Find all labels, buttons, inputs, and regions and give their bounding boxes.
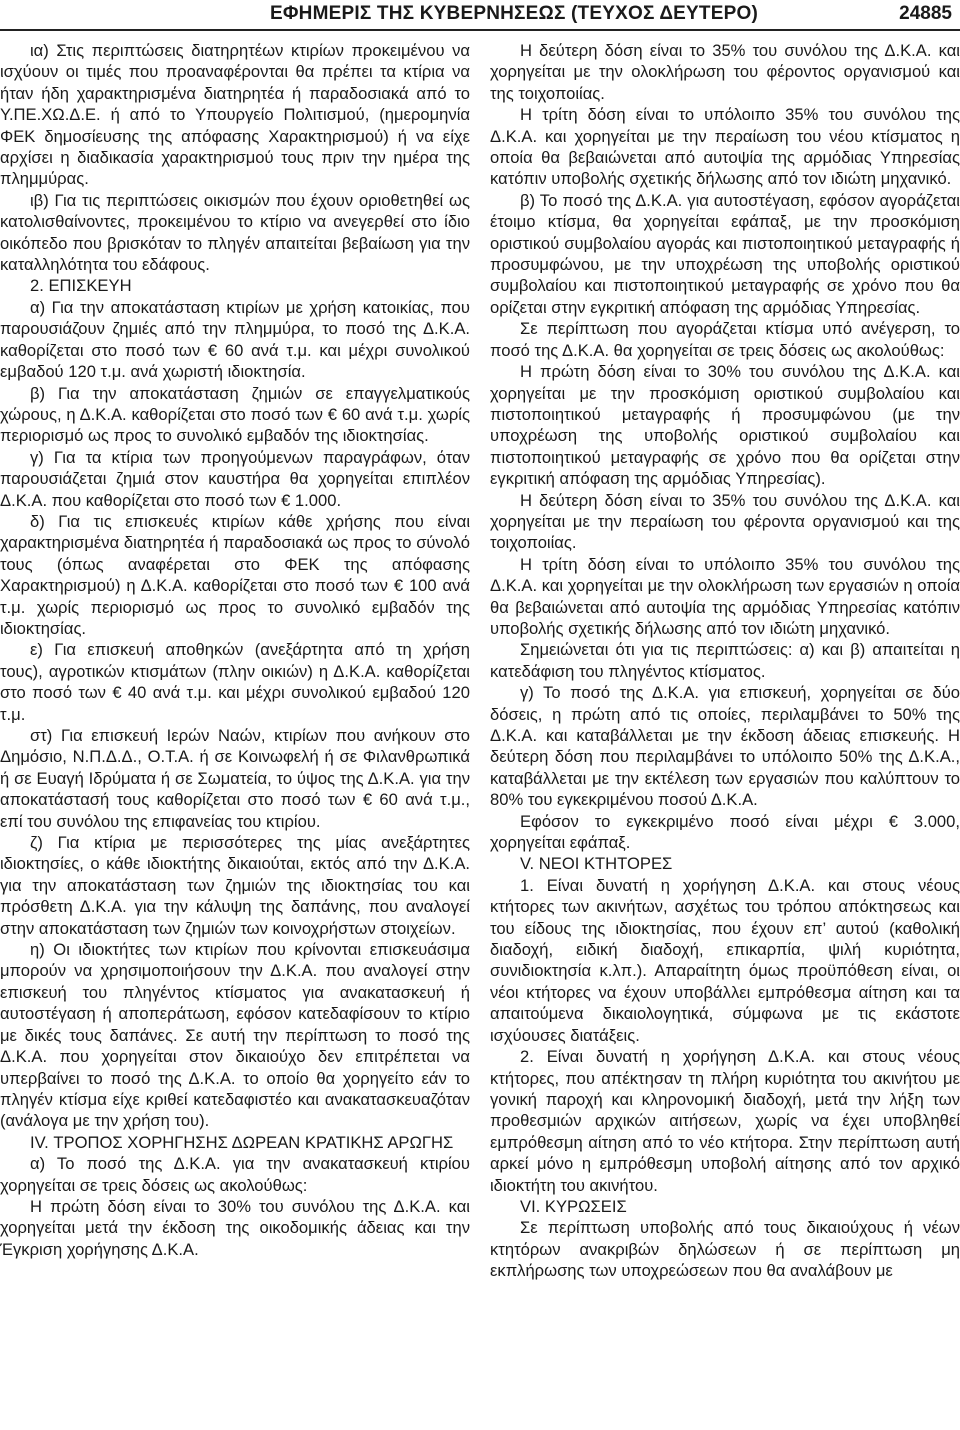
paragraph: Η πρώτη δόση είναι το 30% του συνόλου της Δ.Κ.Α. και χορηγείται με την προσκόμιση οριστικού συμβολαίου και πιστοποιητικού μεταγραφής ή προσυμφώνου (με την υποχρέωση της υποβολής οριστικού συμβολαίου και πιστοποιητικού μεταγραφής σε χρόνο που θα ορίζεται στην εγκριτική απόφαση της αρμόδιας Υπηρεσίας). <box>490 362 960 489</box>
paragraph: η) Οι ιδιοκτήτες των κτιρίων που κρίνονται επισκευάσιμα μπορούν να χρησιμοποιήσουν την Δ.Κ.Α. που αναλογεί στην επισκευή του πληγέντος κτίσματος για ανακατασκευή ή αυτοστέγαση ή αποπεράτωση, εφόσον κατεδαφίσουν το κτίριο με δικές τους δαπάνες. Σε αυτή την περίπτωση το ποσό της Δ.Κ.Α. που χορηγείται στον δικαιούχο δεν επιτρέπεται να υπερβαίνει το ποσό της Δ.Κ.Α. το οποίο θα χορηγείτο εάν το πληγέν κτίσμα είχε κριθεί κατεδαφιστέο και ανακατασκευαζόταν (ανάλογα με την χρήση του). <box>0 940 470 1131</box>
paragraph: Εφόσον το εγκεκριμένο ποσό είναι μέχρι € 3.000, χορηγείται εφάπαξ. <box>490 811 960 853</box>
paragraph: Σημειώνεται ότι για τις περιπτώσεις: α) και β) απαιτείται η κατεδάφιση του πληγέντος κτίσματος. <box>490 640 960 681</box>
paragraph: ζ) Για κτίρια με περισσότερες της μίας ανεξάρτητες ιδιοκτησίες, ο κάθε ιδιοκτήτης δικαιούται, εκτός από την Δ.Κ.Α. για την αποκατάσταση των ζημιών της ιδιοκτησίας του και πρόσθετη Δ.Κ.Α. για την κάλυψη της δαπάνης, που αναλογεί στην αποκατάσταση των ζημιών των κοινοχρήστων στοιχείων. <box>0 833 470 938</box>
paragraph: 1. Είναι δυνατή η χορήγηση Δ.Κ.Α. και στους νέους κτήτορες των ακινήτων, ασχέτως του τρόπου απόκτησεως και του είδους της ιδιοκτησίας, που έχουν επ’ αυτού (καθολική διαδοχή, ειδική διαδοχή, επικαρπία, ψιλή κυριότητα, συνιδιοκτησία κ.λπ.). Απαραίτητη όμως προϋπόθεση είναι, οι νέοι κτήτορες να έχουν υποβάλλει εμπρόθεσμα αίτηση και τα απαιτούμενα δικαιολογητικά, σύμφωνα με τις εκάστοτε ισχύουσες διατάξεις. <box>490 875 960 1045</box>
paragraph: γ) Για τα κτίρια των προηγούμενων παραγράφων, όταν παρουσιάζεται ζημιά στον καυστήρα θα χορηγείται επιπλέον Δ.Κ.Α. που καθορίζεται στο ποσό των € 1.000. <box>0 447 470 510</box>
section-heading: IV. ΤΡΟΠΟΣ ΧΟΡΗΓΗΣΗΣ ΔΩΡΕΑΝ ΚΡΑΤΙΚΗΣ ΑΡΩΓΗΣ <box>30 1132 454 1152</box>
paragraph: α) Το ποσό της Δ.Κ.Α. για την ανακατασκευή κτιρίου χορηγείται σε τρεις δόσεις ως ακολούθως: <box>0 1154 470 1195</box>
section-heading: V. ΝΕΟΙ ΚΤΗΤΟΡΕΣ <box>520 854 673 874</box>
paragraph: Η πρώτη δόση είναι το 30% του συνόλου της Δ.Κ.Α. και χορηγείται μετά την έκδοση της οικοδομικής άδειας και την Έγκριση χορήγησης Δ.Κ.Α. <box>0 1196 470 1259</box>
section-heading: 2. ΕΠΙΣΚΕΥΗ <box>30 276 132 296</box>
paragraph: Η δεύτερη δόση είναι το 35% του συνόλου της Δ.Κ.Α. και χορηγείται με την ολοκλήρωση του φέροντος οργανισμού και της τοιχοποιίας. <box>490 41 960 103</box>
paragraph: στ) Για επισκευή Ιερών Ναών, κτιρίων που ανήκουν στο Δημόσιο, Ν.Π.Δ.Δ., Ο.Τ.Α. ή σε Κοινωφελή ή σε Φιλανθρωπικά ή σε Ευαγή Ιδρύματα ή σε Σωματεία, το ύψος της Δ.Κ.Α. για την αποκατάστασή τους καθορίζεται στο ποσό των € 60 ανά τ.μ., επί του συνόλου της επιφανείας του κτιρίου. <box>0 726 470 831</box>
right-column <box>490 40 960 1282</box>
paragraph: ια) Στις περιπτώσεις διατηρητέων κτιρίων προκειμένου να ισχύουν οι τιμές που προαναφέρονται θα πρέπει τα κτίρια να ήταν ήδη χαρακτηρισμένα διατηρητέα ή παραδοσιακά από το Υ.ΠΕ.ΧΩ.Δ.Ε. ή από το Υπουργείο Πολιτισμού, (ημερομηνία ΦΕΚ δημοσίευσης της απόφασης Χαρακτηρισμού) ή να είχε αρχίσει η διαδικασία χαρακτηρισμού τους πριν την ημέρα της πλημμύρας. <box>0 41 470 189</box>
paragraph: γ) Το ποσό της Δ.Κ.Α. για επισκευή, χορηγείται σε δύο δόσεις, η πρώτη από τις οποίες, περιλαμβάνει το 50% της Δ.Κ.Α. και καταβάλλεται με την έκδοση άδειας επισκευής. Η δεύτερη δόση που περιλαμβάνει το υπόλοιπο 50% της Δ.Κ.Α., καταβάλλεται με την εκτέλεση των εργασιών που καλύπτουν το 80% του εγκεκριμένου ποσού Δ.Κ.Α. <box>490 683 960 810</box>
paragraph: δ) Για τις επισκευές κτιρίων κάθε χρήσης που είναι χαρακτηρισμένα διατηρητέα ή παραδοσιακά ως προς το σύνολό τους (όπως αναφέρεται στο ΦΕΚ της απόφασης Χαρακτηρισμού) η Δ.Κ.Α. καθορίζεται στο ποσό των € 100 ανά τ.μ. χωρίς περιορισμό ως προς το συνολικό εμβαδόν της ιδιοκτησίας. <box>0 511 470 638</box>
page-header <box>0 0 960 30</box>
paragraph: ιβ) Για τις περιπτώσεις οικισμών που έχουν οριοθετηθεί ως κατολισθαίνοντες, προκειμένου το κτίριο να ανεγερθεί στο ίδιο οικόπεδο που βρισκόταν το πληγέν απαιτείται βεβαίωση για την καταλληλότητα του εδάφους. <box>0 190 470 275</box>
gazette-title: ΕΦΗΜΕΡΙΣ ΤΗΣ ΚΥΒΕΡΝΗΣΕΩΣ (ΤΕΥΧΟΣ ΔΕΥΤΕΡΟ) <box>270 3 758 24</box>
paragraph: β) Για την αποκατάσταση ζημιών σε επαγγελματικούς χώρους, η Δ.Κ.Α. καθορίζεται στο ποσό των € 60 ανά τ.μ. χωρίς περιορισμό ως προς το συνολικό εμβαδόν της ιδιοκτησίας. <box>0 383 470 446</box>
left-column <box>0 40 470 1260</box>
paragraph: α) Για την αποκατάσταση κτιρίων με χρήση κατοικίας, που παρουσιάζουν ζημιές από την πλημμύρα, το ποσό της Δ.Κ.Α. καθορίζεται στο ποσό των € 60 ανά τ.μ. και μέχρι συνολικού εμβαδού 120 τ.μ. ανά χωριστή ιδιοκτησία. <box>0 297 470 382</box>
page-number: 24885 <box>899 3 952 24</box>
paragraph: ε) Για επισκευή αποθηκών (ανεξάρτητα από τη χρήση τους), αγροτικών κτισμάτων (πλην οικιών) η Δ.Κ.Α. καθορίζεται στο ποσό των € 40 ανά τ.μ. και μέχρι συνολικού εμβαδού 120 τ.μ. <box>0 640 470 724</box>
paragraph: Η τρίτη δόση είναι το υπόλοιπο 35% του συνόλου της Δ.Κ.Α. και χορηγείται με την περαίωση του νέου κτίσματος η οποία θα βεβαιώνεται από αυτοψία της αρμόδιας Υπηρεσίας κατόπιν υποβολής σχετικής δήλωσης από τον ιδιώτη μηχανικό. <box>490 105 960 189</box>
paragraph: Η δεύτερη δόση είναι το 35% του συνόλου της Δ.Κ.Α. και χορηγείται με την περαίωση του φέροντα οργανισμού και της τοιχοποιίας. <box>490 490 960 553</box>
section-heading: VI. ΚΥΡΩΣΕΙΣ <box>520 1196 627 1216</box>
paragraph: Σε περίπτωση που αγοράζεται κτίσμα υπό ανέγερση, το ποσό της Δ.Κ.Α. θα χορηγείται σε τρεις δόσεις ως ακολούθως: <box>490 319 960 360</box>
paragraph: Η τρίτη δόση είναι το υπόλοιπο 35% του συνόλου της Δ.Κ.Α. και χορηγείται με την ολοκλήρωση των εργασιών η οποία θα βεβαιώνεται από αυτοψία της αρμόδιας Υπηρεσίας κατόπιν υποβολής σχετικής δήλωσης από τον ιδιώτη μηχανικό. <box>490 554 960 638</box>
header-rule <box>0 29 960 31</box>
paragraph: 2. Είναι δυνατή η χορήγηση Δ.Κ.Α. και στους νέους κτήτορες, που απέκτησαν τη πλήρη κυριότητα του ακινήτου με γονική παροχή και κληρονομική διαδοχή, μετά την λήξη των προθεσμιών αρχικών αιτήσεων, χωρίς να έχει υποβληθεί εμπρόθεσμη αίτηση από το νέο κτήτορα. Στην περίπτωση αυτή αρκεί μόνο η εμπρόθεσμη υποβολή αίτησης από τον αρχικό ιδιοκτήτη του ακινήτου. <box>490 1047 960 1195</box>
paragraph: Σε περίπτωση υποβολής από τους δικαιούχους ή νέων κτητόρων ανακριβών δηλώσεων ή σε περίπτωση μη εκπλήρωσης των υποχρεώσεων που θα αναλάβουν με <box>490 1218 960 1281</box>
paragraph: β) Το ποσό της Δ.Κ.Α. για αυτοστέγαση, εφόσον αγοράζεται έτοιμο κτίσμα, θα χορηγείται εφάπαξ, με την προσκόμιση οριστικού συμβολαίου αγοράς και πιστοποιητικού μεταγραφής ή προσυμφώνου, με την υποχρέωση της υποβολής οριστικού συμβολαίου και πιστοποιητικού μεταγραφής σε χρόνο που θα ορίζεται στην εγκριτική απόφαση της αρμόδιας Υπηρεσίας. <box>490 190 960 317</box>
